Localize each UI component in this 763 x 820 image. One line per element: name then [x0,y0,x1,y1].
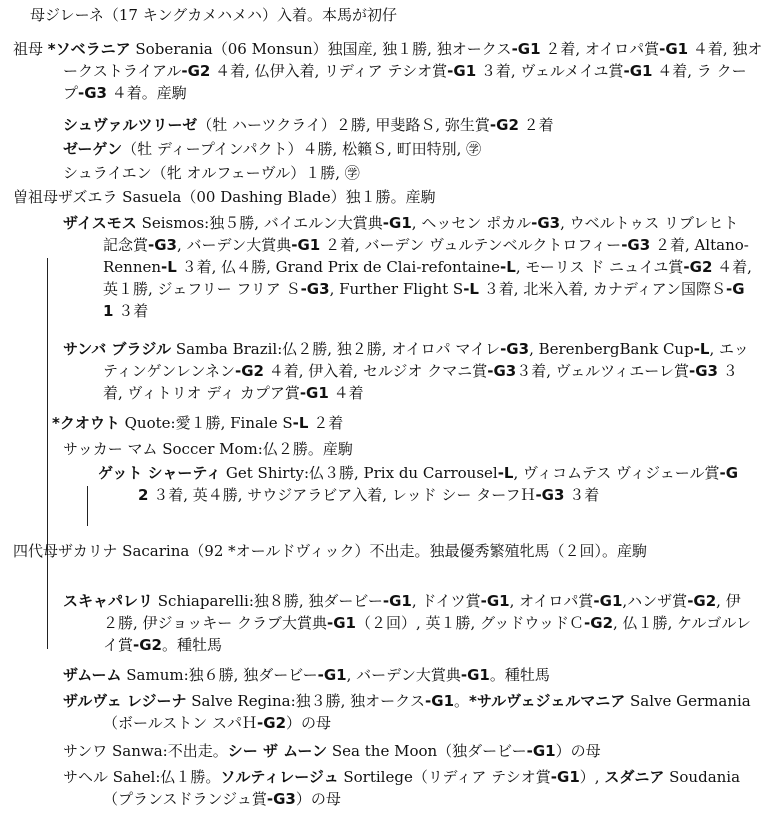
entry-offspring [63,690,753,734]
text-segment: 着, ヴェルメイユ賞 [495,62,624,80]
text-segment: ３着, 英４勝, サウジアラビア入着, レッド シー ターフＨ [148,486,536,504]
bold-name: -G2 [257,714,287,732]
text-segment: Soudania（プランスドランジュ賞 [103,768,741,808]
entry-offspring [63,114,703,136]
bold-name: -G3 [621,236,651,254]
bold-name: -G1 [480,592,510,610]
bold-name: -G3 [535,486,565,504]
text-segment: , エッティンゲンレンネン [103,340,749,380]
bold-name: -G1 [317,666,347,684]
text-segment: ２着 [518,116,554,134]
text-segment: ４着。産駒 [107,84,187,102]
bold-name: -G3 [266,790,296,808]
text-segment: Get Shirty:仏３勝, Prix du Carrousel [221,464,498,482]
bold-name: シー ザ ムーン [227,742,328,760]
text-segment: サンワ Sanwa:不出走。 [63,742,228,760]
bold-name: ザムーム [63,666,122,684]
text-segment: Quote:愛１勝, Finale S [119,414,293,432]
text-segment: トゥス リブレヒト記念賞 [103,214,739,254]
entry-offspring [63,664,713,686]
bold-name: -G1 [511,40,541,58]
text-segment: , Berenberg [529,340,620,358]
text-segment: Seismos:独５勝, バイエルン大賞典 [136,214,383,232]
bold-name: -G3 [300,280,330,298]
text-segment: , バーデン大賞典 [346,666,461,684]
bold-name: スキャパレリ [63,592,154,610]
bold-name: -G1 [382,214,412,232]
bold-name: -G3 [688,362,718,380]
text-segment: refontaine [421,258,501,276]
bold-name: ソルティレージュ [220,768,339,786]
text-segment: 。 [454,692,470,710]
text-segment: ハンザ賞 [627,592,688,610]
entry-offspring [63,740,713,762]
entry-granddam [13,38,763,104]
bold-name: -G2 [181,62,211,80]
bold-name: -G2 [235,362,264,380]
bold-name: -G1 [460,666,490,684]
text-segment: 祖母 [13,40,48,58]
text-segment: ）の母 [295,790,341,808]
bold-name: ゲット シャーティ [98,464,222,482]
text-segment: , モーリス ド ニュイユ賞 [515,258,684,276]
bold-name: ア [610,692,626,710]
text-segment: Samum:独６勝, 独ダービー [121,666,318,684]
bold-name: ゼーゲン [63,140,123,158]
entry-offspring [63,766,753,810]
bold-name: -L [693,340,710,358]
bold-name: -G2 [133,636,162,654]
text-segment: ２着, オイロ [540,40,630,58]
text-segment: 。種牡馬 [162,636,223,654]
text-segment: Salve Regina:独３勝, 独オークス [186,692,426,710]
bold-name: -G2 [683,258,713,276]
entry-offspring [63,590,753,656]
text-segment: ２着 [308,414,344,432]
entry-offspring [63,138,703,160]
text-segment: ４着 [328,384,364,402]
text-segment: , ウベル [560,214,615,232]
text-segment: ィジェール賞 [630,464,720,482]
entry-great-great-granddam [13,540,733,562]
text-segment: Sortilege（リディア テシオ賞 [338,768,551,786]
text-segment: シュライエン（牝 オルフェーヴル）１勝, ㊫ [63,164,360,182]
text-segment: ３着, ヴィトリオ ディ カプア賞 [103,362,738,402]
text-segment: , [622,592,628,610]
text-segment: , オイロパ賞 [509,592,594,610]
text-segment: 。種牡馬 [489,666,550,684]
text-segment: , バーデン大賞典 [177,236,292,254]
bold-name: -L [463,280,479,298]
bold-name: -L [497,464,514,482]
text-segment: 曽祖母ザズエラ Sasuela（00 Dashing Blade）独１勝。産駒 [13,188,436,206]
text-segment: ４着, 英１勝, ジェフリー フリア Ｓ [103,258,757,298]
text-segment: , 伊２勝, 伊ジョッキー クラブ大賞典 [103,592,741,632]
text-segment: （２回）, 英１勝, グッドウ [356,614,540,632]
bold-name: -L [292,414,309,432]
text-segment: ルクトロフィー [517,236,622,254]
bold-name: -G1 [659,40,689,58]
text-segment: ）の母 [555,742,601,760]
bold-name: *ソベラニア [47,40,131,58]
text-segment: , ヘッセン ポカル [411,214,532,232]
entry-offspring [63,162,703,184]
text-segment: （牡 ハーツクライ）２勝, 甲斐路Ｓ, 弥生賞 [197,116,490,134]
bold-name: -G2 [138,464,739,504]
text-segment: ３着 [113,302,149,320]
bold-name: ザイスモス [63,214,137,232]
text-segment: （牡 ディープインパクト）４勝, 松籟Ｓ, 町田特別, ㊫ [122,140,482,158]
bold-name: ニア [634,768,665,786]
text-segment: ３着 [564,486,600,504]
text-segment: , 仏１勝, ケルゴルレイ賞 [103,614,751,654]
text-segment: 母ジレーネ（17 キングカメハメハ）入着。本馬が初仔 [30,6,397,24]
entry-offspring [63,338,753,404]
text-segment: Sea the Moon（独ダービー [327,742,527,760]
family-bracket-line [47,258,48,649]
bold-name: -L [500,258,516,276]
entry-offspring [63,212,757,322]
text-segment: パ賞 [629,40,660,58]
text-segment: Schiaparelli:独８勝, 独ダービー [153,592,383,610]
text-segment: サヘル Sahel:仏１勝。 [63,768,221,786]
text-segment: ２着, Altano-Rennen [103,236,749,276]
entry-offspring [52,412,702,434]
text-segment: ３着, 北米入着, カナディアン国際Ｓ [478,280,727,298]
entry-offspring [63,438,713,460]
bold-name: -G3 [148,236,177,254]
bold-name: *クオウト [52,414,120,432]
text-segment: ３ [476,62,496,80]
bold-name: シュヴァルツリーゼ [63,116,198,134]
bold-name: -G1 [425,692,455,710]
text-segment: ）, [579,768,605,786]
bold-name: -G3 [500,340,530,358]
bold-name: -G1 [447,62,477,80]
text-segment: 駒 [631,542,647,560]
text-segment: Salve Germania（ボールストン スパＨ [103,692,751,732]
text-segment: ４着, 伊入着, セルジオ クマニ賞 [264,362,488,380]
entry-offspring [98,462,748,506]
text-segment: , ヴィコムテス ヴ [513,464,631,482]
family-bracket-line [87,486,88,526]
text-segment: ２着, バーデン ヴュルテンベ [320,236,518,254]
entry-dam [30,4,710,26]
bold-name: サンバ ブラジル [63,340,172,358]
bold-name: -L [161,258,177,276]
bold-name: -G2 [687,592,717,610]
text-segment: , Further Flight S [329,280,464,298]
bold-name: -G1 [550,768,580,786]
text-segment: Bank Cup [619,340,694,358]
bold-name: -G3 [78,84,107,102]
bold-name: -G1 [382,592,412,610]
text-segment: ）の母 [286,714,332,732]
entry-great-granddam [13,186,713,208]
text-segment: Soberania（06 Monsun）独国産, 独１勝, 独オークス [130,40,512,58]
text-segment: Samba Brazil:仏２勝, 独２勝, オイロパ マイレ [171,340,501,358]
text-segment: ３着, 仏４勝, Grand Prix de Clai- [176,258,422,276]
bold-name: -G3 [531,214,561,232]
bold-name: スダ [604,768,635,786]
bold-name: *サルヴェジェルマニ [469,692,611,710]
text-segment: ４着, ラ クープ [63,62,747,102]
text-segment: サッカー マム Soccer Mom:仏２勝。産駒 [63,440,353,458]
bold-name: -G1 [623,62,653,80]
text-segment: , ドイツ賞 [411,592,481,610]
bold-name: -G3 [487,362,517,380]
text-segment: ４着, 独オークストライアル [63,40,763,80]
bold-name: -G1 [291,236,321,254]
bold-name: -G1 [593,592,623,610]
bold-name: -G1 [327,614,356,632]
bold-name: -G1 [299,384,329,402]
text-segment: ３着, ヴェルツィエーレ賞 [516,362,689,380]
text-segment: 四代母ザカリナ Sacarina（92 *オールドヴィック）不出走。独最優秀繁殖牝馬（２回）。産 [13,542,632,560]
text-segment: ッドＣ [539,614,585,632]
bold-name: -G2 [584,614,614,632]
text-segment: ４着, 仏伊入着, リディア テシオ賞 [210,62,448,80]
bold-name: ザルヴェ レジーナ [63,692,187,710]
bold-name: -G1 [103,280,745,320]
bold-name: -G2 [489,116,519,134]
bold-name: -G1 [526,742,556,760]
